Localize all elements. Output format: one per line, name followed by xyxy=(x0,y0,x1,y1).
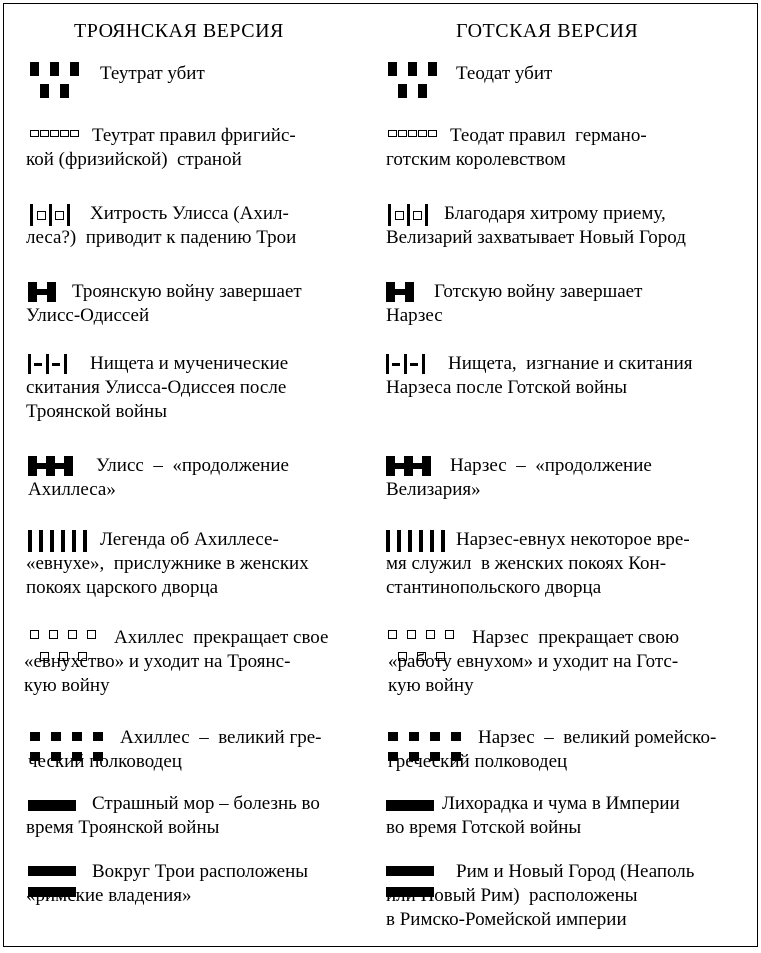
symbol-mark xyxy=(386,282,395,302)
entry-line: Нарзес – великий ромейско- xyxy=(478,727,717,748)
symbol-mark xyxy=(451,732,461,741)
symbol-mark xyxy=(40,84,49,98)
entry-line: Нищета и мученические xyxy=(90,353,289,374)
symbol-mark xyxy=(388,130,397,137)
left-entry-5 xyxy=(26,352,289,424)
symbol-mark xyxy=(386,354,389,374)
symbol-mark xyxy=(386,800,434,811)
symbol-mark xyxy=(55,211,64,220)
symbol-mark xyxy=(418,130,427,137)
entry-line: Готскую войну завершает xyxy=(434,281,643,302)
entry-line: мя служил в женских покоях Кон- xyxy=(386,553,667,574)
left-entry-10 xyxy=(26,792,320,840)
entry-line: Хитрость Улисса (Ахил- xyxy=(90,203,289,224)
symbol-mark xyxy=(422,456,431,476)
symbol-mark xyxy=(37,289,47,295)
entry-line: Легенда об Ахиллесе- xyxy=(100,529,279,550)
entry-line: Теутрат убит xyxy=(100,63,205,84)
entry-line: «евнухе», прислужнике в женских xyxy=(26,553,309,574)
entry-line: кую войну xyxy=(24,675,110,696)
entry-line: Теутрат правил фригийс- xyxy=(92,125,296,146)
entry-line: Нарзес – «продолжение xyxy=(450,455,652,476)
symbol-mark xyxy=(398,130,407,137)
entry-line: Нищета, изгнание и скитания xyxy=(448,353,693,374)
entry-line: Велизарий захватывает Новый Город xyxy=(386,227,686,248)
symbol-mark xyxy=(388,630,397,639)
symbol-mark xyxy=(60,84,69,98)
entry-line: Рим и Новый Город (Неаполь xyxy=(456,861,695,882)
right-entry-6 xyxy=(386,454,652,502)
symbol-mark xyxy=(419,530,423,552)
entry-line: Ахиллеса» xyxy=(28,479,116,500)
entry-line: Нарзеса после Готской войны xyxy=(386,377,628,398)
symbol-mark xyxy=(64,456,73,476)
right-entry-8 xyxy=(388,626,680,698)
symbol-mark xyxy=(47,282,56,302)
symbol-mark xyxy=(64,354,67,374)
symbol-mark xyxy=(87,630,96,639)
entry-line: Благодаря хитрому приему, xyxy=(444,203,666,224)
symbol-mark xyxy=(50,530,54,552)
symbol-mark xyxy=(404,456,413,476)
left-entry-3 xyxy=(26,202,297,250)
symbol-mark xyxy=(428,130,437,137)
entry-line: «римские владения» xyxy=(26,885,192,906)
symbol-mark xyxy=(72,732,82,741)
symbol-mark xyxy=(413,211,422,220)
entry-line: скитания Улисса-Одиссея после xyxy=(26,377,287,398)
symbol-mark xyxy=(397,530,401,552)
right-entry-11 xyxy=(386,860,695,932)
symbol-mark xyxy=(405,282,414,302)
symbol-mark xyxy=(430,732,440,741)
symbol-mark xyxy=(49,204,52,226)
symbol-mark xyxy=(28,530,32,552)
symbol-mark xyxy=(409,732,419,741)
left-entry-11 xyxy=(26,860,309,908)
left-entry-2 xyxy=(26,124,296,172)
symbol-mark xyxy=(39,530,43,552)
entry-line: готским королевством xyxy=(386,149,566,170)
entry-line: кой (фризийской) страной xyxy=(26,149,242,170)
entry-line: Велизария» xyxy=(386,479,481,500)
right-entry-7 xyxy=(386,528,690,600)
symbol-mark xyxy=(70,62,79,76)
symbol-mark xyxy=(37,211,46,220)
entry-line: Лихорадка и чума в Империи xyxy=(442,793,680,814)
symbol-mark xyxy=(28,800,76,811)
right-column-title: ГОТСКАЯ ВЕРСИЯ xyxy=(456,20,639,42)
right-entry-2 xyxy=(386,124,647,172)
entry-line: Теодат убит xyxy=(456,63,553,84)
symbol-mark xyxy=(410,363,418,366)
symbol-mark xyxy=(395,463,404,469)
symbol-mark xyxy=(28,354,31,374)
symbol-mark xyxy=(386,456,395,476)
symbol-mark xyxy=(34,363,42,366)
entry-line: Теодат правил германо- xyxy=(450,125,647,146)
entry-line: леса?) приводит к падению Трои xyxy=(26,227,297,248)
symbol-mark xyxy=(68,630,77,639)
entry-line: во время Готской войны xyxy=(386,817,582,838)
symbol-mark xyxy=(430,530,434,552)
entry-line: Троянской войны xyxy=(26,401,167,422)
symbol-mark xyxy=(408,130,417,137)
right-entry-5 xyxy=(386,352,693,400)
entry-line: Улисс-Одиссей xyxy=(26,305,150,326)
left-entry-9 xyxy=(28,726,322,774)
entry-line: или Новый Рим) расположены xyxy=(386,885,638,906)
entry-line: «работу евнухом» и уходит на Готс- xyxy=(388,651,679,672)
symbol-mark xyxy=(408,530,412,552)
symbol-mark xyxy=(61,530,65,552)
symbol-mark xyxy=(40,130,49,137)
entry-line: время Троянской войны xyxy=(26,817,220,838)
symbol-mark xyxy=(83,530,87,552)
entry-line: Нарзес-евнух некоторое вре- xyxy=(456,529,690,550)
symbol-mark xyxy=(60,130,69,137)
symbol-mark xyxy=(388,732,398,741)
entry-line: Ахиллес прекращает свое xyxy=(114,627,329,648)
entry-line: Ахиллес – великий гре- xyxy=(120,727,322,748)
left-column-title: ТРОЯНСКАЯ ВЕРСИЯ xyxy=(74,20,284,42)
symbol-mark xyxy=(413,463,422,469)
symbol-mark xyxy=(51,732,61,741)
symbol-mark xyxy=(30,62,39,76)
symbol-mark xyxy=(441,530,445,552)
symbol-mark xyxy=(67,204,70,226)
symbol-mark xyxy=(93,732,103,741)
entry-line: Нарзес прекращает свою xyxy=(472,627,680,648)
symbol-mark xyxy=(70,130,79,137)
symbol-mark xyxy=(425,204,428,226)
symbol-mark xyxy=(395,289,405,295)
symbol-mark xyxy=(28,456,37,476)
symbol-mark xyxy=(55,463,64,469)
symbol-mark xyxy=(46,354,49,374)
entry-line: «евнухство» и уходит на Троянс- xyxy=(24,651,291,672)
entry-line: Вокруг Трои расположены xyxy=(92,861,309,882)
symbol-mark xyxy=(28,282,37,302)
right-entry-10 xyxy=(386,792,680,840)
right-entry-1 xyxy=(456,62,552,86)
symbol-mark xyxy=(49,630,58,639)
symbol-mark xyxy=(30,130,39,137)
right-entry-9 xyxy=(388,726,717,774)
symbol-mark xyxy=(404,354,407,374)
symbol-mark xyxy=(408,62,417,76)
entry-line: Троянскую войну завершает xyxy=(72,281,302,302)
symbol-mark xyxy=(407,630,416,639)
comparison-table xyxy=(3,3,758,947)
symbol-mark xyxy=(407,204,410,226)
symbol-mark xyxy=(30,204,33,226)
symbol-mark xyxy=(386,530,390,552)
entry-line: покоях царского дворца xyxy=(26,577,219,598)
entry-line: ческий полководец xyxy=(28,751,182,772)
symbol-mark xyxy=(386,866,434,876)
symbol-mark xyxy=(30,732,40,741)
symbol-mark xyxy=(392,363,400,366)
entry-line: в Римско-Ромейской империи xyxy=(386,909,627,930)
symbol-mark xyxy=(398,84,407,98)
symbol-mark xyxy=(46,456,55,476)
right-entry-4 xyxy=(386,280,643,328)
symbol-mark xyxy=(50,130,59,137)
symbol-mark xyxy=(30,630,39,639)
symbol-mark xyxy=(50,62,59,76)
entry-line: греческий полководец xyxy=(388,751,568,772)
entry-line: Страшный мор – болезнь во xyxy=(92,793,320,814)
entry-line: стантинопольского дворца xyxy=(386,577,602,598)
symbol-mark xyxy=(395,211,404,220)
symbol-mark xyxy=(37,463,46,469)
left-entry-7 xyxy=(26,528,309,600)
symbol-mark xyxy=(388,204,391,226)
entry-line: Улисс – «продолжение xyxy=(96,455,289,476)
symbol-mark xyxy=(445,630,454,639)
left-entry-1 xyxy=(100,62,205,86)
symbol-mark xyxy=(28,866,76,876)
entry-line: кую войну xyxy=(388,675,474,696)
symbol-mark xyxy=(418,84,427,98)
left-entry-4 xyxy=(26,280,302,328)
symbol-mark xyxy=(388,62,397,76)
right-entry-3 xyxy=(386,202,686,250)
left-entry-6 xyxy=(28,454,289,502)
symbol-mark xyxy=(422,354,425,374)
symbol-mark xyxy=(428,62,437,76)
entry-line: Нарзес xyxy=(386,305,443,326)
symbol-mark xyxy=(72,530,76,552)
left-entry-8 xyxy=(24,626,329,698)
symbol-mark xyxy=(426,630,435,639)
symbol-mark xyxy=(52,363,60,366)
